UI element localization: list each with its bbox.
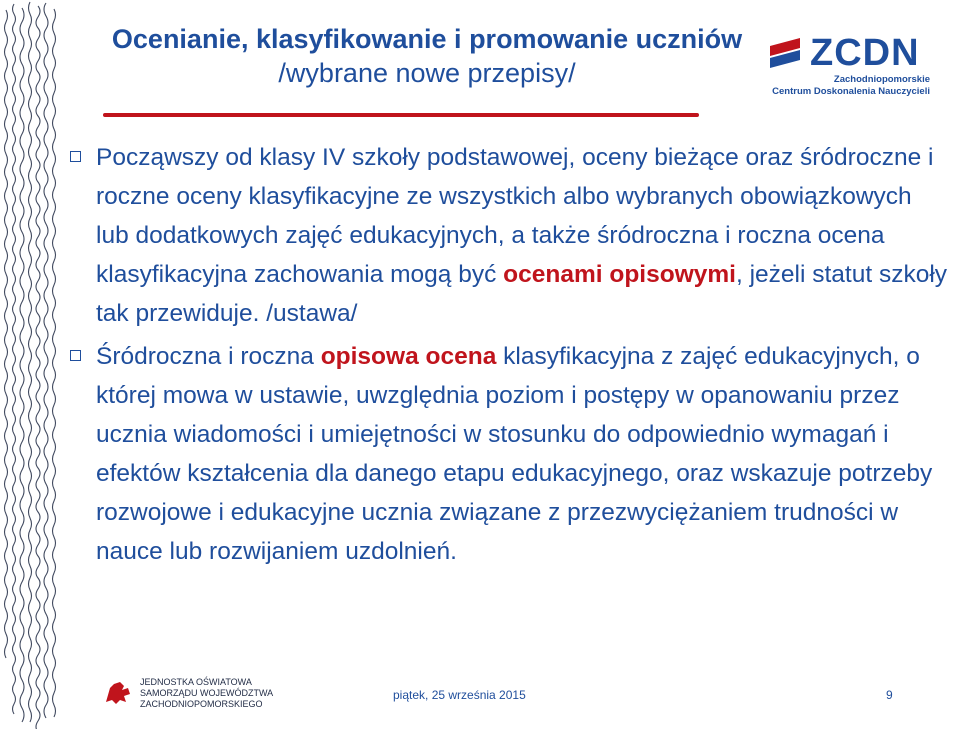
- zcdn-logo-icon: [770, 32, 930, 100]
- bullet-emphasis: opisowa ocena: [320, 343, 497, 370]
- bullet-text-after: , jeżeli statut szkoły tak przewiduje. /ustawa/: [96, 261, 948, 327]
- griffin-emblem-icon: [100, 678, 140, 708]
- slide-title: [82, 22, 772, 90]
- bullet-text-after: klasyfikacyjna z zajęć edukacyjnych, o której mowa w ustawie, uwzględnia poziom i postępy w opanowaniu przez ucznia wiadomości i umiejętności w stosunku do odpowiednio wymagań i efektów kształcenia dla danego etapu edukacyjnego, oraz wskazuje potrzeby rozwojowe i edukacyjne ucznia związane z przezwyciężaniem trudności w nauce lub rozwijaniem uzdolnień.: [96, 343, 933, 565]
- title-underline: [103, 113, 699, 117]
- bullet-text-before: Śródroczna i roczna: [96, 343, 321, 370]
- footer-org-line-3: ZACHODNIOPOMORSKIEGO: [140, 699, 263, 709]
- footer-org-line-2: SAMORZĄDU WOJEWÓDZTWA: [140, 688, 274, 698]
- title-line-2: /wybrane nowe przepisy/: [278, 58, 576, 88]
- title-line-1: Ocenianie, klasyfikowanie i promowanie uczniów: [111, 24, 743, 54]
- handwriting-decoration-icon: [0, 0, 62, 729]
- footer-organization: [140, 677, 273, 710]
- square-bullet-icon: [70, 350, 81, 361]
- logo-subtitle-line-2: Centrum Doskonalenia Nauczycieli: [772, 86, 930, 97]
- bullet-item: [70, 337, 950, 571]
- bullet-emphasis: ocenami opisowymi: [503, 261, 736, 288]
- bullet-list: [70, 138, 950, 571]
- square-bullet-icon: [70, 151, 81, 162]
- bullet-text-before: Począwszy od klasy IV szkoły podstawowej, oceny bieżące oraz śródroczne i roczne oceny klasyfikacyjne ze wszystkich albo wybranych obowiązkowych lub dodatkowych zajęć edukacyjnych, a także śródroczna i roczna ocena klasyfikacyjna zachowania mogą być: [96, 144, 934, 288]
- logo-subtitle: [770, 74, 930, 98]
- footer-date: piątek, 25 września 2015: [393, 688, 526, 702]
- logo-wordmark: ZCDN: [810, 32, 920, 74]
- bullet-item: [70, 138, 950, 333]
- page-number: 9: [886, 688, 893, 702]
- footer-org-line-1: JEDNOSTKA OŚWIATOWA: [140, 677, 252, 687]
- logo-subtitle-line-1: Zachodniopomorskie: [833, 74, 930, 85]
